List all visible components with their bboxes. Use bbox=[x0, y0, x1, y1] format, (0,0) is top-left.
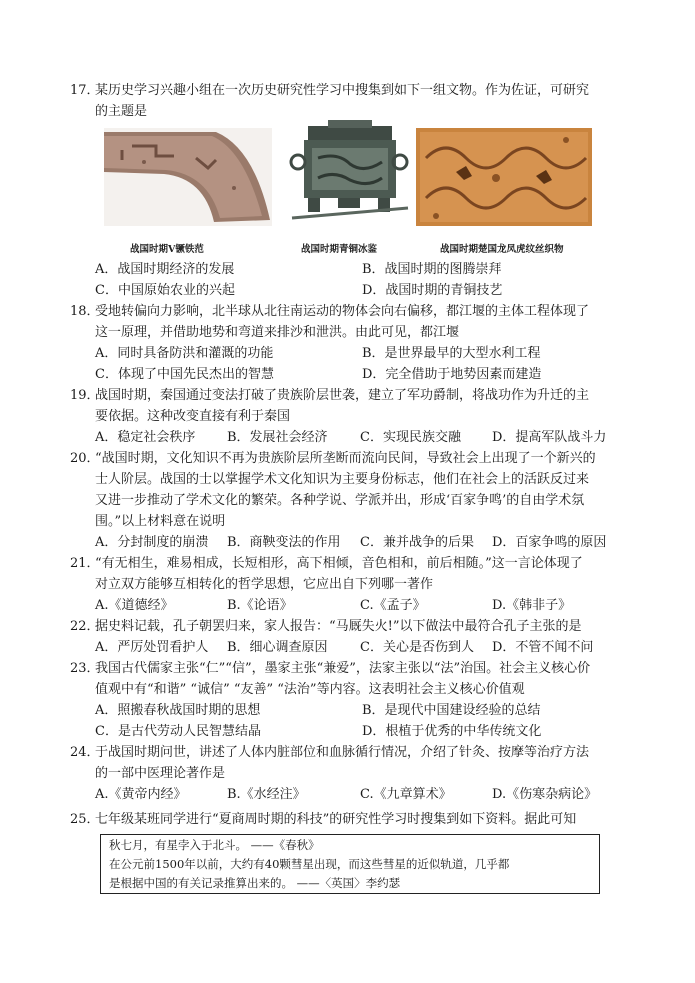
option-a: A．稳定社会秩序 bbox=[95, 430, 196, 445]
question-number: 20． bbox=[70, 451, 100, 466]
image-caption: 战国时期青铜冰鉴 bbox=[301, 244, 378, 255]
question-number: 19． bbox=[70, 388, 100, 403]
option-c: C．体现了中国先民杰出的智慧 bbox=[95, 367, 274, 382]
option-d: D．完全借助于地势因素而建造 bbox=[362, 367, 542, 382]
option-c: C．关心是否伤到人 bbox=[360, 640, 474, 655]
option-b: B．是世界最早的大型水利工程 bbox=[362, 346, 541, 361]
question-text: 的主题是 bbox=[95, 104, 148, 119]
option-c: C．兼并战争的后果 bbox=[360, 535, 474, 550]
question-number: 21． bbox=[70, 556, 100, 571]
question-text: 这一原理，并借助地势和弯道来排沙和泄洪。由此可见，都江堰 bbox=[95, 325, 460, 340]
option-a: A．分封制度的崩溃 bbox=[95, 535, 209, 550]
question-text: 的一部中医理论著作是 bbox=[95, 766, 226, 781]
question-number: 18． bbox=[70, 304, 100, 319]
question-text: 战国时期，秦国通过变法打破了贵族阶层世袭，建立了军功爵制，将战功作为升迁的主 bbox=[95, 388, 590, 403]
option-a: A．同时具备防洪和灌溉的功能 bbox=[95, 346, 274, 361]
question-text: 对立双方能够互相转化的哲学思想，它应出自下列哪一著作 bbox=[95, 577, 434, 592]
option-d: D．不管不闻不问 bbox=[492, 640, 594, 655]
option-a: A.《道德经》 bbox=[95, 598, 174, 613]
question-number: 22． bbox=[70, 619, 100, 634]
question-text: 受地转偏向力影响，北半球从北往南运动的物体会向右偏移，都江堰的主体工程体现了 bbox=[95, 304, 590, 319]
image-caption: 战国时期V镢铁范 bbox=[130, 244, 204, 255]
question-text: 七年级某班同学进行“夏商周时期的科技”的研究性学习时搜集到如下资料。据此可知 bbox=[95, 812, 577, 827]
option-d: D．战国时期的青铜技艺 bbox=[362, 283, 503, 298]
option-b: B．发展社会经济 bbox=[227, 430, 328, 445]
option-d: D．根植于优秀的中华传统文化 bbox=[362, 724, 542, 739]
option-c: C．中国原始农业的兴起 bbox=[95, 283, 235, 298]
option-a: A.《黄帝内经》 bbox=[95, 787, 187, 802]
question-number: 25． bbox=[70, 812, 100, 827]
question-text: 据史料记载，孔子朝罢归来，家人报告：“马厩失火!”以下做法中最符合孔子主张的是 bbox=[95, 619, 582, 634]
question-text: 围。”以上材料意在说明 bbox=[95, 514, 226, 529]
option-d: D.《伤寒杂病论》 bbox=[492, 787, 598, 802]
question-text: 我国古代儒家主张“仁”“信”，墨家主张“兼爱”，法家主张以“法”治国。社会主义核心价 bbox=[95, 661, 591, 676]
option-b: B．战国时期的图腾崇拜 bbox=[362, 262, 502, 277]
quote-line: 秋七月，有星孛入于北斗。 ——《春秋》 bbox=[109, 838, 320, 852]
question-text: 要依据。这种改变直接有利于秦国 bbox=[95, 409, 291, 424]
question-text: 又进一步推动了学术文化的繁荣。各种学说、学派并出，形成‘百家争鸣’的自由学术氛 bbox=[95, 493, 585, 508]
image-caption: 战国时期楚国龙凤虎纹丝织物 bbox=[440, 244, 564, 255]
quote-line: 是根据中国的有关记录推算出来的。 ——〈英国〉李约瑟 bbox=[109, 876, 401, 890]
option-a: A．战国时期经济的发展 bbox=[95, 262, 235, 277]
option-d: D.《韩非子》 bbox=[492, 598, 572, 613]
option-b: B．细心调查原因 bbox=[227, 640, 328, 655]
option-d: D．提高军队战斗力 bbox=[492, 430, 607, 445]
option-a: A．严厉处罚看护人 bbox=[95, 640, 209, 655]
option-b: B．商鞅变法的作用 bbox=[227, 535, 341, 550]
silk-fabric-image bbox=[416, 128, 592, 226]
option-a: A．照搬春秋战国时期的思想 bbox=[95, 703, 261, 718]
option-c: C.《九章算术》 bbox=[360, 787, 452, 802]
question-text: 于战国时期问世，讲述了人体内脏部位和血脉循行情况，介绍了针灸、按摩等治疗方法 bbox=[95, 745, 590, 760]
question-text: “有无相生，难易相成，长短相形，高下相倾，音色相和，前后相随。”这一言论体现了 bbox=[95, 556, 583, 571]
option-b: B.《水经注》 bbox=[227, 787, 306, 802]
source-quote-box bbox=[100, 834, 600, 894]
question-number: 23． bbox=[70, 661, 100, 676]
question-text: 值观中有“和谐” “诚信” “友善” “法治”等内容。这表明社会主义核心价值观 bbox=[95, 682, 525, 697]
question-text: “战国时期，文化知识不再为贵族阶层所垄断而流向民间，导致社会上出现了一个新兴的 bbox=[95, 451, 596, 466]
quote-line: 在公元前1500年以前，大约有40颗彗星出现，而这些彗星的近似轨道，几乎都 bbox=[109, 857, 510, 871]
option-d: D．百家争鸣的原因 bbox=[492, 535, 607, 550]
iron-mold-image bbox=[104, 128, 272, 226]
bronze-ice-chest-image bbox=[288, 118, 410, 226]
option-c: C．是古代劳动人民智慧结晶 bbox=[95, 724, 261, 739]
question-text: 某历史学习兴趣小组在一次历史研究性学习中搜集到如下一组文物。作为佐证，可研究 bbox=[95, 83, 590, 98]
option-c: C．实现民族交融 bbox=[360, 430, 461, 445]
question-text: 士人阶层。战国的士以掌握学术文化知识为主要身份标志，他们在社会上的活跃反过来 bbox=[95, 472, 590, 487]
option-c: C.《孟子》 bbox=[360, 598, 426, 613]
question-number: 17． bbox=[70, 83, 100, 98]
question-number: 24． bbox=[70, 745, 100, 760]
option-b: B．是现代中国建设经验的总结 bbox=[362, 703, 541, 718]
option-b: B.《论语》 bbox=[227, 598, 293, 613]
